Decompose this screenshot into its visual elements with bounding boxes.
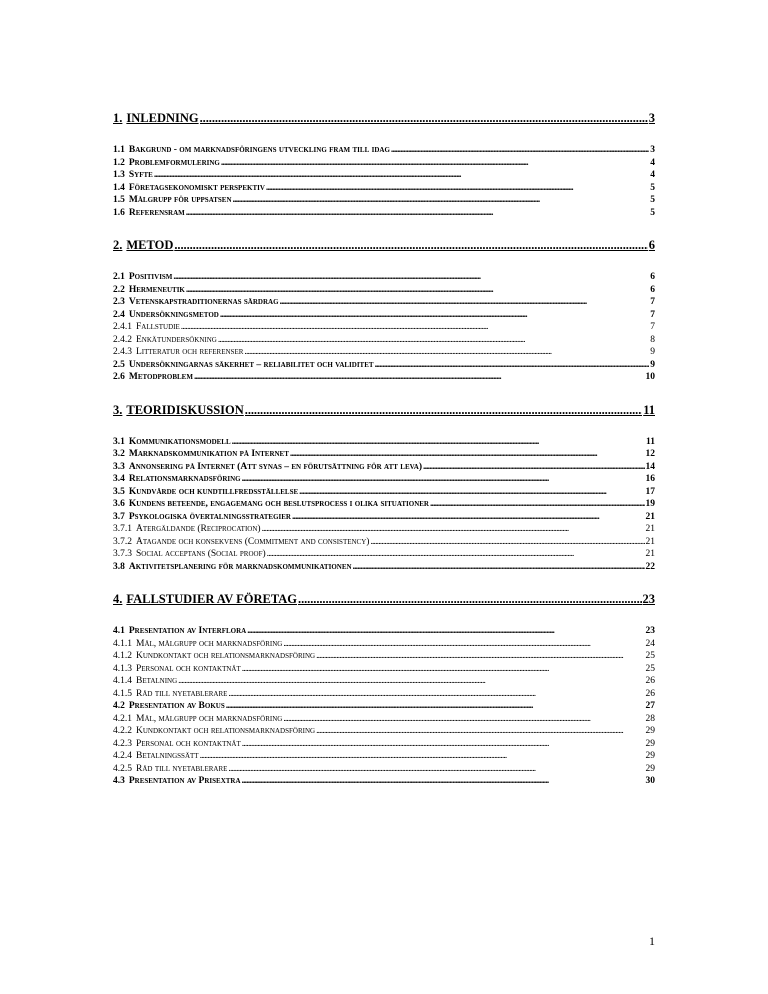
toc-leader-dots — [174, 238, 647, 253]
toc-entry[interactable] — [113, 372, 655, 385]
toc-entry[interactable] — [113, 437, 655, 450]
toc-leader-dots — [430, 499, 645, 509]
toc-entry[interactable] — [113, 626, 655, 639]
toc-entry-text: Undersökningsmetod — [128, 309, 219, 320]
toc-leader-dots — [316, 726, 644, 736]
toc-leader-dots — [242, 739, 645, 749]
toc-entry-page: 23 — [645, 626, 655, 636]
toc-entry-title — [113, 170, 153, 180]
toc-entry-number: 2.4.3 — [113, 347, 132, 357]
toc-leader-dots — [228, 764, 644, 774]
toc-entry-number: 3.7 — [113, 511, 125, 522]
toc-entry-page: 21 — [645, 511, 655, 522]
toc-leader-dots — [290, 449, 645, 459]
toc-entry-number: 4.1.2 — [113, 651, 132, 661]
toc-entry-text: Annonsering på Internet (Att synas – en förutsättning för att leva) — [128, 461, 423, 472]
toc-entry-number: 4.1.1 — [113, 638, 132, 649]
toc-entry-text: FALLSTUDIER AV FÖRETAG — [126, 592, 298, 606]
toc-entry-number: 4.1.5 — [113, 688, 132, 699]
toc-entry-text: Marknadskommunikation på Internet — [128, 449, 289, 459]
toc-entry-page: 9 — [650, 359, 655, 370]
toc-entry-title — [113, 664, 241, 674]
toc-entry-number: 1.1 — [113, 145, 125, 155]
toc-entry-text: Referensram — [128, 207, 185, 218]
toc-entry-text: Presentation av Interflora — [128, 626, 247, 636]
toc-entry-number: 2.1 — [113, 272, 125, 282]
toc-entry-page: 11 — [643, 402, 655, 417]
toc-entry[interactable] — [113, 487, 655, 500]
toc-entry-title — [113, 145, 390, 155]
toc-leader-dots — [173, 272, 649, 282]
toc-entry-title — [113, 285, 185, 295]
toc-entry-title — [113, 272, 172, 282]
toc-entry-title — [113, 726, 315, 736]
toc-entry-number: 2.5 — [113, 359, 125, 370]
toc-leader-dots — [280, 297, 650, 307]
toc-leader-dots — [262, 524, 645, 534]
toc-entry-title — [113, 562, 352, 572]
toc-entry-page: 14 — [645, 461, 655, 472]
toc-leader-dots — [298, 592, 641, 607]
toc-spacer — [113, 420, 655, 437]
toc-entry-title — [113, 360, 374, 370]
toc-entry-number: 2.4.2 — [113, 334, 132, 345]
toc-entry-title — [113, 238, 173, 253]
toc-entry[interactable] — [113, 524, 655, 537]
toc-entry-number: 1.2 — [113, 157, 125, 168]
toc-entry-number: 4.2 — [113, 701, 125, 711]
toc-entry[interactable] — [113, 664, 655, 677]
toc-entry[interactable] — [113, 347, 655, 360]
toc-entry-number: 1.6 — [113, 207, 125, 218]
toc-leader-dots — [299, 487, 644, 497]
toc-entry-text: Fallstudie — [136, 322, 180, 332]
toc-entry-number: 3.7.3 — [113, 549, 132, 559]
toc-entry-text: Enkätundersökning — [136, 334, 217, 345]
toc-entry-text: Kundens beteende, engagemang och beslutsprocess i olika situationer — [128, 499, 429, 509]
toc-entry-page: 6 — [650, 272, 655, 282]
toc-entry[interactable] — [113, 592, 655, 609]
toc-entry-page: 10 — [645, 372, 655, 382]
toc-entry-text: Målgrupp för uppsatsen — [128, 195, 232, 205]
toc-entry-title — [113, 310, 219, 320]
toc-entry-number: 4.2.1 — [113, 713, 132, 724]
toc-entry[interactable] — [113, 689, 655, 702]
page-number: 1 — [649, 934, 655, 948]
toc-entry-number: 3.3 — [113, 461, 125, 472]
toc-entry-number: 3.1 — [113, 436, 125, 447]
toc-leader-dots — [370, 537, 644, 547]
toc-entry-number: 2.6 — [113, 372, 125, 382]
toc-entry-page: 17 — [645, 486, 655, 497]
toc-entry[interactable] — [113, 145, 655, 158]
toc-entry[interactable] — [113, 676, 655, 689]
toc-entry[interactable] — [113, 651, 655, 664]
toc-entry-text: Bakgrund - om marknadsföringens utveckling fram till idag — [128, 145, 390, 155]
toc-entry-text: METOD — [126, 238, 174, 252]
toc-entry[interactable] — [113, 322, 655, 335]
toc-entry-page: 5 — [650, 195, 655, 205]
toc-entry-number: 1.4 — [113, 182, 125, 193]
toc-entry-number: 3.7.1 — [113, 524, 132, 534]
toc-entry-text: Kundkontakt och relationsmarknadsföring — [136, 726, 316, 736]
toc-entry-page: 7 — [650, 309, 655, 320]
toc-entry[interactable] — [113, 726, 655, 739]
toc-entry-number: 2.3 — [113, 297, 125, 307]
toc-spacer — [113, 255, 655, 272]
toc-entry-number: 2. — [113, 238, 123, 252]
toc-entry-text: Social acceptans (Social proof) — [136, 549, 266, 559]
toc-entry-title — [113, 437, 231, 447]
toc-entry-title — [113, 776, 241, 786]
toc-entry[interactable] — [113, 183, 655, 196]
toc-leader-dots — [181, 322, 649, 332]
toc-entry-text: Vetenskapstraditionernas särdrag — [128, 297, 279, 307]
toc-entry-number: 1.5 — [113, 195, 125, 205]
toc-leader-dots — [232, 437, 645, 447]
toc-entry-number: 3.2 — [113, 449, 125, 459]
toc-entry-title — [113, 347, 243, 357]
toc-entry[interactable] — [113, 562, 655, 575]
toc-spacer — [113, 220, 655, 238]
toc-entry-title — [113, 111, 199, 126]
toc-entry[interactable] — [113, 549, 655, 562]
toc-entry-title — [113, 549, 266, 559]
toc-entry-text: Litteratur och referenser — [136, 347, 244, 357]
toc-entry-number: 4.2.2 — [113, 726, 132, 736]
toc-leader-dots — [221, 158, 649, 168]
toc-entry-page: 30 — [645, 776, 655, 786]
toc-entry-text: Kundvärde och kundtillfredsställelse — [128, 486, 299, 497]
toc-entry-title — [113, 487, 298, 497]
toc-entry-page: 7 — [650, 322, 655, 332]
toc-entry-page: 8 — [650, 334, 655, 345]
toc-entry-text: Mål, målgrupp och marknadsföring — [136, 638, 283, 649]
toc-entry-title — [113, 322, 180, 332]
toc-spacer — [113, 609, 655, 626]
toc-leader-dots — [283, 714, 644, 724]
toc-entry-title — [113, 403, 244, 418]
toc-entry-text: Positivism — [128, 272, 173, 282]
toc-entry-title — [113, 701, 225, 711]
toc-entry-page: 5 — [650, 207, 655, 218]
toc-entry[interactable] — [113, 335, 655, 348]
toc-entry-text: Återgäldande (Reciprocation) — [136, 524, 261, 534]
toc-leader-dots — [266, 183, 649, 193]
toc-entry-page: 3 — [650, 145, 655, 155]
toc-entry-title — [113, 474, 241, 484]
toc-entry[interactable] — [113, 170, 655, 183]
toc-entry-number: 3. — [113, 402, 123, 417]
toc-entry-number: 4.1.4 — [113, 676, 132, 686]
toc-entry-page: 28 — [645, 713, 655, 724]
toc-entry-number: 2.2 — [113, 284, 125, 295]
toc-entry-text: Undersökningarnas säkerhet – reliabilitet och validitet — [128, 359, 374, 370]
toc-entry-page: 7 — [650, 297, 655, 307]
toc-entry-text: Betalning — [136, 676, 178, 686]
toc-entry-text: Presentation av Bokus — [128, 701, 225, 711]
toc-entry-number: 3.7.2 — [113, 536, 132, 547]
toc-entry-page: 6 — [648, 238, 655, 252]
toc-leader-dots — [316, 651, 644, 661]
toc-leader-dots — [244, 347, 649, 357]
toc-entry-title — [113, 626, 246, 636]
toc-leader-dots — [245, 403, 642, 418]
toc-leader-dots — [228, 689, 644, 699]
toc-entry-title — [113, 208, 185, 218]
toc-leader-dots — [218, 335, 649, 345]
toc-entry[interactable] — [113, 739, 655, 752]
toc-entry[interactable] — [113, 474, 655, 487]
toc-entry-text: Kommunikationsmodell — [128, 436, 231, 447]
toc-leader-dots — [391, 145, 649, 155]
toc-spacer — [113, 574, 655, 592]
toc-entry-page: 21 — [645, 549, 655, 559]
toc-entry[interactable] — [113, 208, 655, 221]
toc-leader-dots — [247, 626, 644, 636]
toc-entry-page: 4 — [650, 170, 655, 180]
toc-entry-number: 3.8 — [113, 561, 125, 572]
toc-entry-title — [113, 524, 261, 534]
toc-entry-text: Syfte — [128, 170, 153, 180]
toc-entry-page: 4 — [650, 157, 655, 168]
toc-entry-page: 29 — [645, 738, 655, 749]
toc-entry-title — [113, 639, 282, 649]
toc-entry-text: Åtagande och konsekvens (Commitment and consistency) — [136, 536, 370, 547]
toc-leader-dots — [292, 512, 645, 522]
toc-entry-text: Personal och kontaktnät — [136, 738, 241, 749]
table-of-contents — [113, 111, 655, 789]
toc-entry-number: 4.3 — [113, 776, 125, 786]
toc-leader-dots — [242, 664, 645, 674]
toc-leader-dots — [242, 474, 645, 484]
toc-entry[interactable] — [113, 714, 655, 727]
toc-entry-number: 4. — [113, 592, 123, 606]
toc-entry-page: 25 — [645, 651, 655, 661]
toc-entry-page: 26 — [645, 676, 655, 686]
toc-entry-number: 2.4.1 — [113, 322, 132, 332]
toc-entry-page: 5 — [650, 182, 655, 193]
toc-entry-text: Metodproblem — [128, 372, 193, 382]
toc-entry[interactable] — [113, 512, 655, 525]
toc-entry[interactable] — [113, 701, 655, 714]
toc-entry[interactable] — [113, 537, 655, 550]
toc-leader-dots — [242, 776, 645, 786]
toc-leader-dots — [178, 676, 644, 686]
toc-entry-text: TEORIDISKUSSION — [126, 402, 244, 417]
toc-leader-dots — [200, 111, 648, 126]
toc-entry-page: 3 — [648, 111, 655, 125]
toc-entry-text: INLEDNING — [126, 111, 199, 125]
toc-entry-text: Relationsmarknadsföring — [128, 474, 241, 484]
toc-entry-text: Psykologiska övertalningsstrategier — [128, 511, 291, 522]
toc-entry-text: Betalningssätt — [136, 751, 199, 761]
toc-leader-dots — [226, 701, 645, 711]
toc-leader-dots — [423, 462, 644, 472]
toc-leader-dots — [267, 549, 645, 559]
toc-entry-number: 4.2.3 — [113, 738, 132, 749]
toc-spacer — [113, 128, 655, 145]
toc-entry-page: 9 — [650, 347, 655, 357]
toc-entry[interactable] — [113, 195, 655, 208]
toc-entry-text: Mål, målgrupp och marknadsföring — [136, 713, 283, 724]
toc-entry-title — [113, 449, 289, 459]
toc-entry-title — [113, 592, 297, 607]
toc-entry-number: 4.1.3 — [113, 663, 132, 674]
toc-entry-text: Råd till nyetablerare — [136, 763, 228, 774]
toc-entry-title — [113, 689, 227, 699]
toc-entry-page: 26 — [645, 688, 655, 699]
toc-entry-page: 23 — [642, 592, 655, 606]
toc-leader-dots — [375, 360, 650, 370]
toc-entry-title — [113, 714, 282, 724]
toc-entry[interactable] — [113, 403, 655, 420]
toc-entry-text: Råd till nyetablerare — [136, 688, 228, 699]
toc-entry-title — [113, 499, 429, 509]
toc-leader-dots — [186, 208, 650, 218]
toc-entry-number: 4.2.5 — [113, 763, 132, 774]
toc-entry[interactable] — [113, 285, 655, 298]
toc-entry-title — [113, 739, 241, 749]
toc-entry-title — [113, 764, 227, 774]
toc-entry-text: Aktivitetsplanering för marknadskommunikationen — [128, 561, 352, 572]
toc-entry[interactable] — [113, 310, 655, 323]
toc-entry[interactable] — [113, 238, 655, 255]
toc-entry-page: 12 — [645, 449, 655, 459]
toc-entry-title — [113, 335, 217, 345]
toc-entry[interactable] — [113, 360, 655, 373]
toc-entry-title — [113, 462, 422, 472]
toc-entry-page: 21 — [645, 524, 655, 534]
toc-entry-page: 19 — [645, 499, 655, 509]
toc-entry-number: 1.3 — [113, 170, 125, 180]
toc-entry-page: 29 — [645, 751, 655, 761]
toc-entry-page: 24 — [645, 638, 655, 649]
toc-entry[interactable] — [113, 111, 655, 128]
toc-entry-text: Företagsekonomiskt perspektiv — [128, 182, 265, 193]
toc-entry-text: Hermeneutik — [128, 284, 185, 295]
toc-entry-title — [113, 195, 232, 205]
toc-entry-page: 29 — [645, 763, 655, 774]
toc-leader-dots — [353, 562, 645, 572]
toc-entry-title — [113, 537, 369, 547]
toc-entry-page: 11 — [646, 436, 655, 447]
toc-entry-page: 21 — [645, 536, 655, 547]
toc-entry[interactable] — [113, 639, 655, 652]
toc-entry-title — [113, 372, 193, 382]
toc-entry-page: 6 — [650, 284, 655, 295]
toc-entry-title — [113, 512, 291, 522]
toc-entry-page: 25 — [645, 663, 655, 674]
toc-entry-text: Personal och kontaktnät — [136, 663, 241, 674]
toc-entry-title — [113, 751, 199, 761]
toc-spacer — [113, 385, 655, 403]
toc-leader-dots — [283, 639, 644, 649]
toc-entry-title — [113, 651, 315, 661]
toc-entry-page: 22 — [645, 561, 655, 572]
toc-entry-text: Problemformulering — [128, 157, 220, 168]
toc-entry-number: 1. — [113, 111, 123, 125]
toc-entry-text: Presentation av Prisextra — [128, 776, 241, 786]
toc-entry-title — [113, 676, 177, 686]
toc-entry[interactable] — [113, 297, 655, 310]
toc-entry[interactable] — [113, 462, 655, 475]
toc-entry[interactable] — [113, 449, 655, 462]
toc-leader-dots — [200, 751, 645, 761]
toc-leader-dots — [194, 372, 645, 382]
toc-entry[interactable] — [113, 776, 655, 789]
toc-entry-page: 27 — [645, 701, 655, 711]
toc-entry-title — [113, 183, 265, 193]
toc-entry-text: Kundkontakt och relationsmarknadsföring — [136, 651, 316, 661]
toc-entry-number: 2.4 — [113, 309, 125, 320]
toc-entry-number: 4.1 — [113, 626, 125, 636]
toc-entry-number: 3.5 — [113, 486, 125, 497]
toc-leader-dots — [154, 170, 649, 180]
toc-leader-dots — [233, 195, 650, 205]
toc-entry-title — [113, 297, 279, 307]
toc-entry-title — [113, 158, 220, 168]
toc-entry[interactable] — [113, 764, 655, 777]
toc-entry-page: 16 — [645, 474, 655, 484]
toc-entry-number: 3.4 — [113, 474, 125, 484]
toc-entry-page: 29 — [645, 726, 655, 736]
toc-entry-number: 4.2.4 — [113, 751, 132, 761]
toc-entry[interactable] — [113, 272, 655, 285]
toc-entry[interactable] — [113, 158, 655, 171]
toc-entry[interactable] — [113, 499, 655, 512]
toc-entry-number: 3.6 — [113, 499, 125, 509]
toc-leader-dots — [220, 310, 649, 320]
toc-leader-dots — [186, 285, 649, 295]
toc-entry[interactable] — [113, 751, 655, 764]
